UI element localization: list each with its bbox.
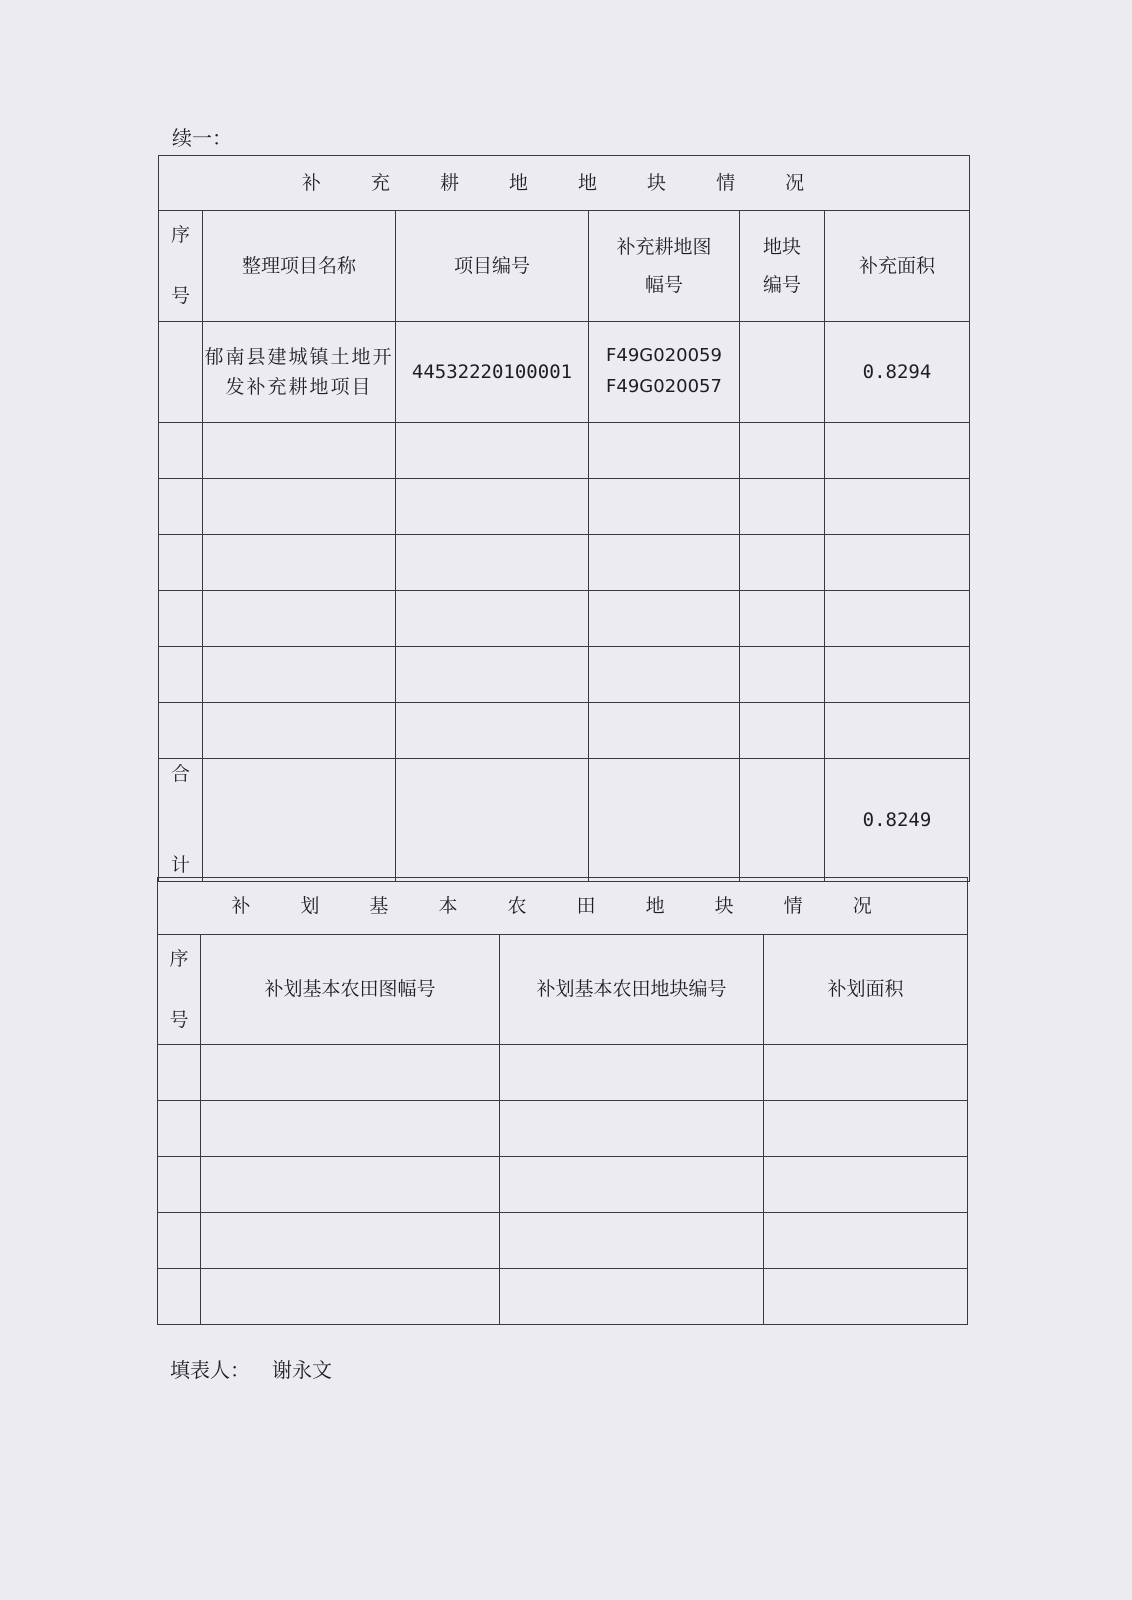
header-seq: 序 号 [159,211,203,322]
table-row [159,703,970,759]
total-area: 0.8249 [825,759,970,882]
supplement-parcel-table [158,155,970,882]
filler-name: 谢永文 [272,1358,332,1382]
cell-project-code: 44532220100001 [396,322,589,423]
farmland-table-title: 补 划 基 本 农 田 地 块 情 况 [158,878,968,935]
form-filler [170,1354,332,1383]
header-area: 补充面积 [825,211,970,322]
table-row [158,1045,968,1101]
total-row [159,759,970,882]
cell-area: 0.8294 [825,322,970,423]
farmland-header-sheet-no: 补划基本农田图幅号 [201,935,500,1045]
table-row [158,1269,968,1325]
continuation-heading: 续一： [172,126,232,150]
total-label: 合 计 [159,759,203,882]
header-sheet-no: 补充耕地图 幅号 [589,211,740,322]
table-row [159,591,970,647]
table-row [158,1213,968,1269]
header-parcel-no: 地块 编号 [740,211,825,322]
header-project-name: 整理项目名称 [203,211,396,322]
table-row [158,1101,968,1157]
filler-label: 填表人： [170,1358,250,1382]
farmland-header-seq: 序 号 [158,935,201,1045]
farmland-header-parcel-no: 补划基本农田地块编号 [500,935,764,1045]
supplement-table-title: 补 充 耕 地 地 块 情 况 [159,156,970,211]
cell-project-name: 郁南县建城镇土地开发补充耕地项目 [203,322,396,423]
table-row [159,423,970,479]
table-row [159,479,970,535]
cell-sheet-no: F49G020059 F49G020057 [589,322,740,423]
table-row [159,322,970,423]
table-row [159,647,970,703]
cell-seq [159,322,203,423]
table-row [159,535,970,591]
header-project-code: 项目编号 [396,211,589,322]
farmland-header-area: 补划面积 [764,935,968,1045]
cell-parcel-no [740,322,825,423]
farmland-parcel-table [157,877,968,1325]
table-row [158,1157,968,1213]
